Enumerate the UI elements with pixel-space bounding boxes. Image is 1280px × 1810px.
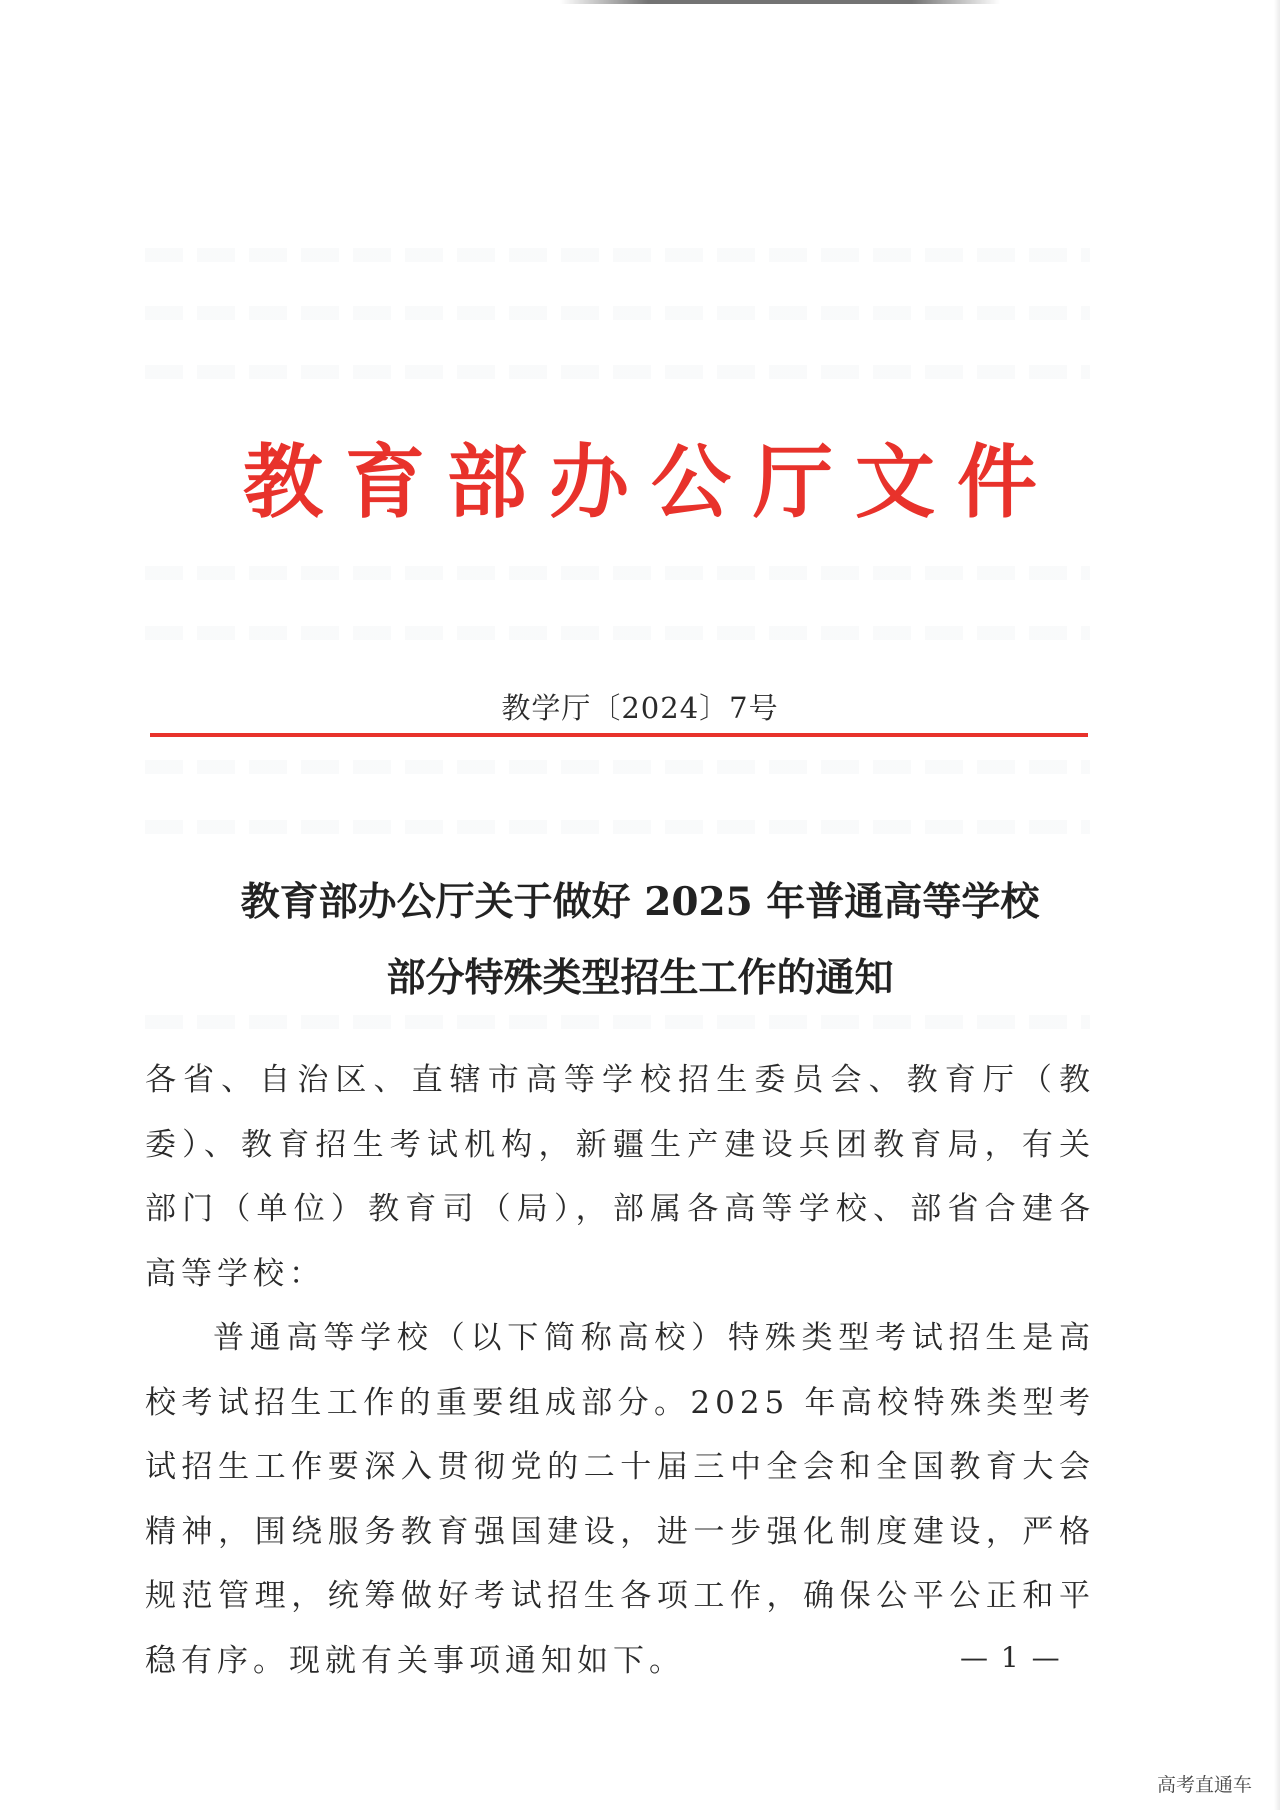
document-number: 教学厅〔2024〕7号 [501,691,779,725]
scan-edge-top [560,0,1000,4]
bleed-through-line [145,626,1090,640]
body-paragraph-1: 普通高等学校（以下简称高校）特殊类型考试招生是高校考试招生工作的重要组成部分。2025 年高校特殊类型考试招生工作要深入贯彻党的二十届三中全会和全国教育大会精神，围绕服务教育强国建设，进一步强化制度建设，严格规范管理，统筹做好考试招生各项工作，确保公平公正和平稳有序。现就有关事项通知如下。 [145,1320,1095,1679]
bleed-through-line [145,820,1090,834]
masthead-title: 教育部办公厅文件 [243,436,1059,529]
addressees-paragraph: 各省、自治区、直辖市高等学校招生委员会、教育厅（教委）、教育招生考试机构，新疆生产建设兵团教育局，有关部门（单位）教育司（局），部属各高等学校、部省合建各高等学校： [145,1062,1095,1292]
notice-title [0,864,1280,1016]
bleed-through-line [145,365,1090,379]
source-watermark: 高考直通车 [1156,1774,1252,1796]
bleed-through-line [145,760,1090,774]
notice-title-line-1: 教育部办公厅关于做好 2025 年普通高等学校 [240,879,1040,925]
bleed-through-line [145,1015,1090,1029]
page-number: — 1 — [960,1641,1062,1674]
bleed-through-line [145,248,1090,262]
notice-title-line-2: 部分特殊类型招生工作的通知 [386,955,894,1001]
bleed-through-line [145,306,1090,320]
bleed-through-line [145,566,1090,580]
red-divider-line [150,733,1088,737]
notice-body [145,1048,1095,1693]
